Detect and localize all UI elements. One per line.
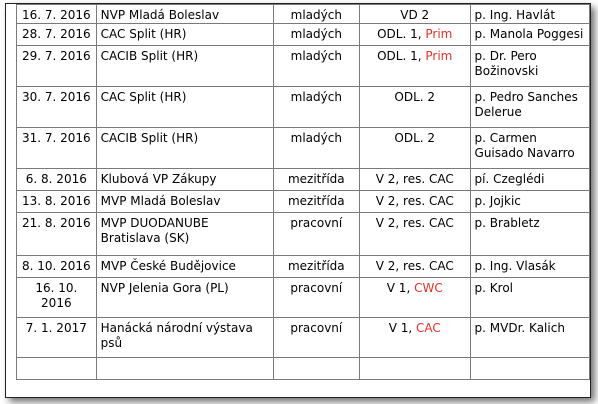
result-cell: [359, 169, 470, 191]
result-text: V 2, res. CAC: [375, 259, 454, 273]
event-cell: CAC Split (HR): [96, 24, 273, 46]
event-cell: CACIB Split (HR): [96, 46, 273, 87]
class-cell: pracovní: [273, 318, 359, 358]
title-award: Prim: [425, 27, 453, 41]
event-cell: MVP České Budějovice: [96, 256, 273, 278]
event-cell: NVP Mladá Boleslav: [96, 5, 273, 24]
empty-cell: [17, 358, 97, 380]
result-cell: [359, 278, 470, 318]
event-cell: MVP DUODANUBE Bratislava (SK): [96, 213, 273, 256]
result-cell: [359, 5, 470, 24]
date-cell: 28. 7. 2016: [17, 24, 97, 46]
judge-cell: p. Dr. Pero Božinovski: [470, 46, 589, 87]
date-cell: 7. 1. 2017: [17, 318, 97, 358]
result-text: VD 2: [400, 8, 430, 22]
empty-cell: [273, 358, 359, 380]
event-cell: Klubová VP Zákupy: [96, 169, 273, 191]
class-cell: mezitřída: [273, 256, 359, 278]
judge-cell: p. Jojkic: [470, 191, 589, 213]
event-cell: CAC Split (HR): [96, 87, 273, 128]
table-row: [17, 278, 590, 318]
result-text: ODL. 1,: [377, 27, 426, 41]
result-cell: [359, 318, 470, 358]
table-row-empty: [17, 358, 590, 380]
class-cell: mladých: [273, 46, 359, 87]
result-cell: [359, 24, 470, 46]
result-text: ODL. 1,: [377, 49, 426, 63]
judge-cell: p. Ing. Havlát: [470, 5, 589, 24]
event-cell: NVP Jelenia Gora (PL): [96, 278, 273, 318]
table-row: [17, 318, 590, 358]
result-cell: [359, 256, 470, 278]
class-cell: mladých: [273, 128, 359, 169]
result-cell: [359, 128, 470, 169]
judge-cell: p. Krol: [470, 278, 589, 318]
table-row: [17, 256, 590, 278]
empty-cell: [96, 358, 273, 380]
event-cell: MVP Mladá Boleslav: [96, 191, 273, 213]
judge-cell: p. Pedro Sanches Delerue: [470, 87, 589, 128]
empty-cell: [359, 358, 470, 380]
show-results-table: [16, 4, 590, 380]
date-cell: 16. 7. 2016: [17, 5, 97, 24]
result-text: V 2, res. CAC: [375, 216, 454, 230]
class-cell: mladých: [273, 24, 359, 46]
judge-cell: p. MVDr. Kalich: [470, 318, 589, 358]
result-text: ODL. 2: [394, 90, 436, 104]
table-row: [17, 24, 590, 46]
date-cell: 30. 7. 2016: [17, 87, 97, 128]
result-cell: [359, 213, 470, 256]
result-text: V 1,: [388, 321, 416, 335]
class-cell: mezitřída: [273, 191, 359, 213]
result-text: V 2, res. CAC: [375, 172, 454, 186]
date-cell: 8. 10. 2016: [17, 256, 97, 278]
table-row: [17, 128, 590, 169]
date-cell: 29. 7. 2016: [17, 46, 97, 87]
table-row: [17, 191, 590, 213]
date-cell: 6. 8. 2016: [17, 169, 97, 191]
event-cell: Hanácká národní výstava psů: [96, 318, 273, 358]
date-cell: 31. 7. 2016: [17, 128, 97, 169]
title-award: Prim: [425, 49, 453, 63]
judge-cell: p. Manola Poggesi: [470, 24, 589, 46]
event-cell: CACIB Split (HR): [96, 128, 273, 169]
table-row: [17, 213, 590, 256]
results-table-frame: [5, 3, 591, 398]
judge-cell: p. Carmen Guisado Navarro: [470, 128, 589, 169]
table-row: [17, 46, 590, 87]
judge-cell: p. Brabletz: [470, 213, 589, 256]
result-cell: [359, 87, 470, 128]
title-award: CAC: [416, 321, 441, 335]
table-row: [17, 5, 590, 24]
result-cell: [359, 191, 470, 213]
judge-cell: pí. Czeglédi: [470, 169, 589, 191]
class-cell: pracovní: [273, 278, 359, 318]
class-cell: mezitřída: [273, 169, 359, 191]
result-text: ODL. 2: [394, 131, 436, 145]
date-cell: 21. 8. 2016: [17, 213, 97, 256]
table-row: [17, 87, 590, 128]
date-cell: 16. 10. 2016: [17, 278, 97, 318]
table-row: [17, 169, 590, 191]
empty-cell: [470, 358, 589, 380]
judge-cell: p. Ing. Vlasák: [470, 256, 589, 278]
results-table-body: [17, 5, 590, 380]
class-cell: pracovní: [273, 213, 359, 256]
class-cell: mladých: [273, 87, 359, 128]
result-text: V 1,: [386, 281, 415, 295]
title-award: CWC: [414, 281, 443, 295]
result-cell: [359, 46, 470, 87]
date-cell: 13. 8. 2016: [17, 191, 97, 213]
result-text: V 2, res. CAC: [375, 194, 454, 208]
class-cell: mladých: [273, 5, 359, 24]
